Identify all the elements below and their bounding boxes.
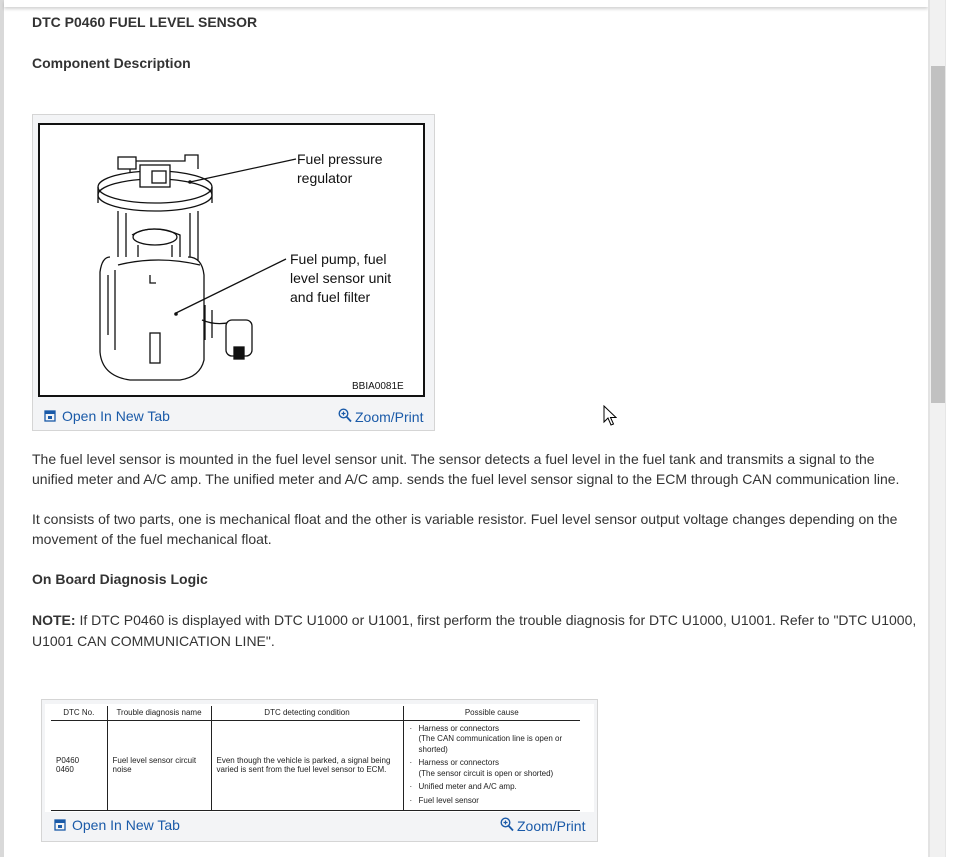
dtc-table-image[interactable] (45, 704, 594, 812)
dtc-code-p: P0460 (56, 756, 80, 765)
cell-detecting-condition: Even though the vehicle is parked, a signal being varied is sent from the fuel level sensor to ECM. (211, 720, 403, 810)
list-item: · Fuel level sensor (409, 796, 576, 807)
zoom-icon (500, 817, 514, 832)
zoom-print-label: Zoom/Print (355, 409, 424, 425)
list-item: · Harness or connectors (The CAN communication line is open or shorted) (409, 724, 576, 756)
dtc-table-figure (41, 699, 598, 842)
table-row (51, 720, 580, 810)
zoom-icon (338, 408, 352, 423)
zoom-print-link[interactable] (338, 405, 423, 425)
cell-trouble-name: Fuel level sensor circuit noise (107, 720, 211, 810)
open-in-new-tab-link-2[interactable] (54, 817, 180, 833)
component-description-heading: Component Description (32, 55, 191, 71)
label-fuel-filter: and fuel filter (290, 289, 371, 305)
window-left-edge (0, 0, 4, 857)
label-fuel-pump: Fuel pump, fuel (290, 251, 387, 267)
fuel-pump-illustration (40, 125, 423, 395)
open-new-tab-icon (54, 819, 66, 831)
paragraph-sensor-location: The fuel level sensor is mounted in the fuel level sensor unit. The sensor detects a fuel level in the fuel tank and transmits a signal to the unified meter and A/C amp. The unified meter and A/C amp. sends the fuel level sensor signal to the ECM through CAN communication line. (32, 451, 900, 487)
note-paragraph (32, 610, 918, 652)
cell-possible-cause (403, 720, 580, 810)
list-item: · Unified meter and A/C amp. (409, 782, 576, 793)
fuel-pump-diagram[interactable] (38, 123, 425, 397)
window-right-edge (945, 0, 954, 857)
header-trouble-name: Trouble diagnosis name (107, 706, 211, 720)
open-in-new-tab-label: Open In New Tab (62, 408, 170, 424)
zoom-print-label: Zoom/Print (517, 818, 586, 834)
scrollbar-thumb[interactable] (931, 66, 945, 403)
open-new-tab-icon (44, 410, 56, 422)
header-bar (4, 0, 928, 7)
label-level-sensor-unit: level sensor unit (290, 270, 392, 286)
obd-logic-heading: On Board Diagnosis Logic (32, 571, 208, 587)
open-in-new-tab-link[interactable] (44, 408, 170, 424)
paragraph-sensor-parts: It consists of two parts, one is mechanical float and the other is variable resistor. Fuel level sensor output voltage changes depending on the movement of the fuel mechanical float. (32, 511, 898, 547)
list-item: · Harness or connectors (The sensor circuit is open or shorted) (409, 758, 576, 779)
label-regulator: regulator (297, 170, 353, 186)
header-possible-cause: Possible cause (403, 706, 580, 720)
page-title: DTC P0460 FUEL LEVEL SENSOR (32, 14, 258, 30)
fuel-pump-figure (32, 114, 435, 431)
label-fuel-pressure: Fuel pressure (297, 151, 383, 167)
cell-dtc-no (51, 720, 107, 810)
header-dtc-no: DTC No. (51, 706, 107, 720)
figure-code: BBIA0081E (352, 381, 404, 392)
note-text: If DTC P0460 is displayed with DTC U1000 or U1001, first perform the trouble diagnosis for DTC U1000, U1001. Refer to "DTC U1000, U1001 CAN COMMUNICATION LINE". (32, 612, 917, 649)
mouse-cursor-icon (603, 405, 617, 427)
table-header-row (51, 706, 580, 720)
header-detecting-condition: DTC detecting condition (211, 706, 403, 720)
dtc-code: 0460 (56, 765, 74, 774)
dtc-table (51, 706, 580, 811)
zoom-print-link-2[interactable] (500, 814, 585, 834)
open-in-new-tab-label: Open In New Tab (72, 817, 180, 833)
note-label: NOTE: (32, 612, 76, 628)
cause-list (409, 724, 576, 807)
